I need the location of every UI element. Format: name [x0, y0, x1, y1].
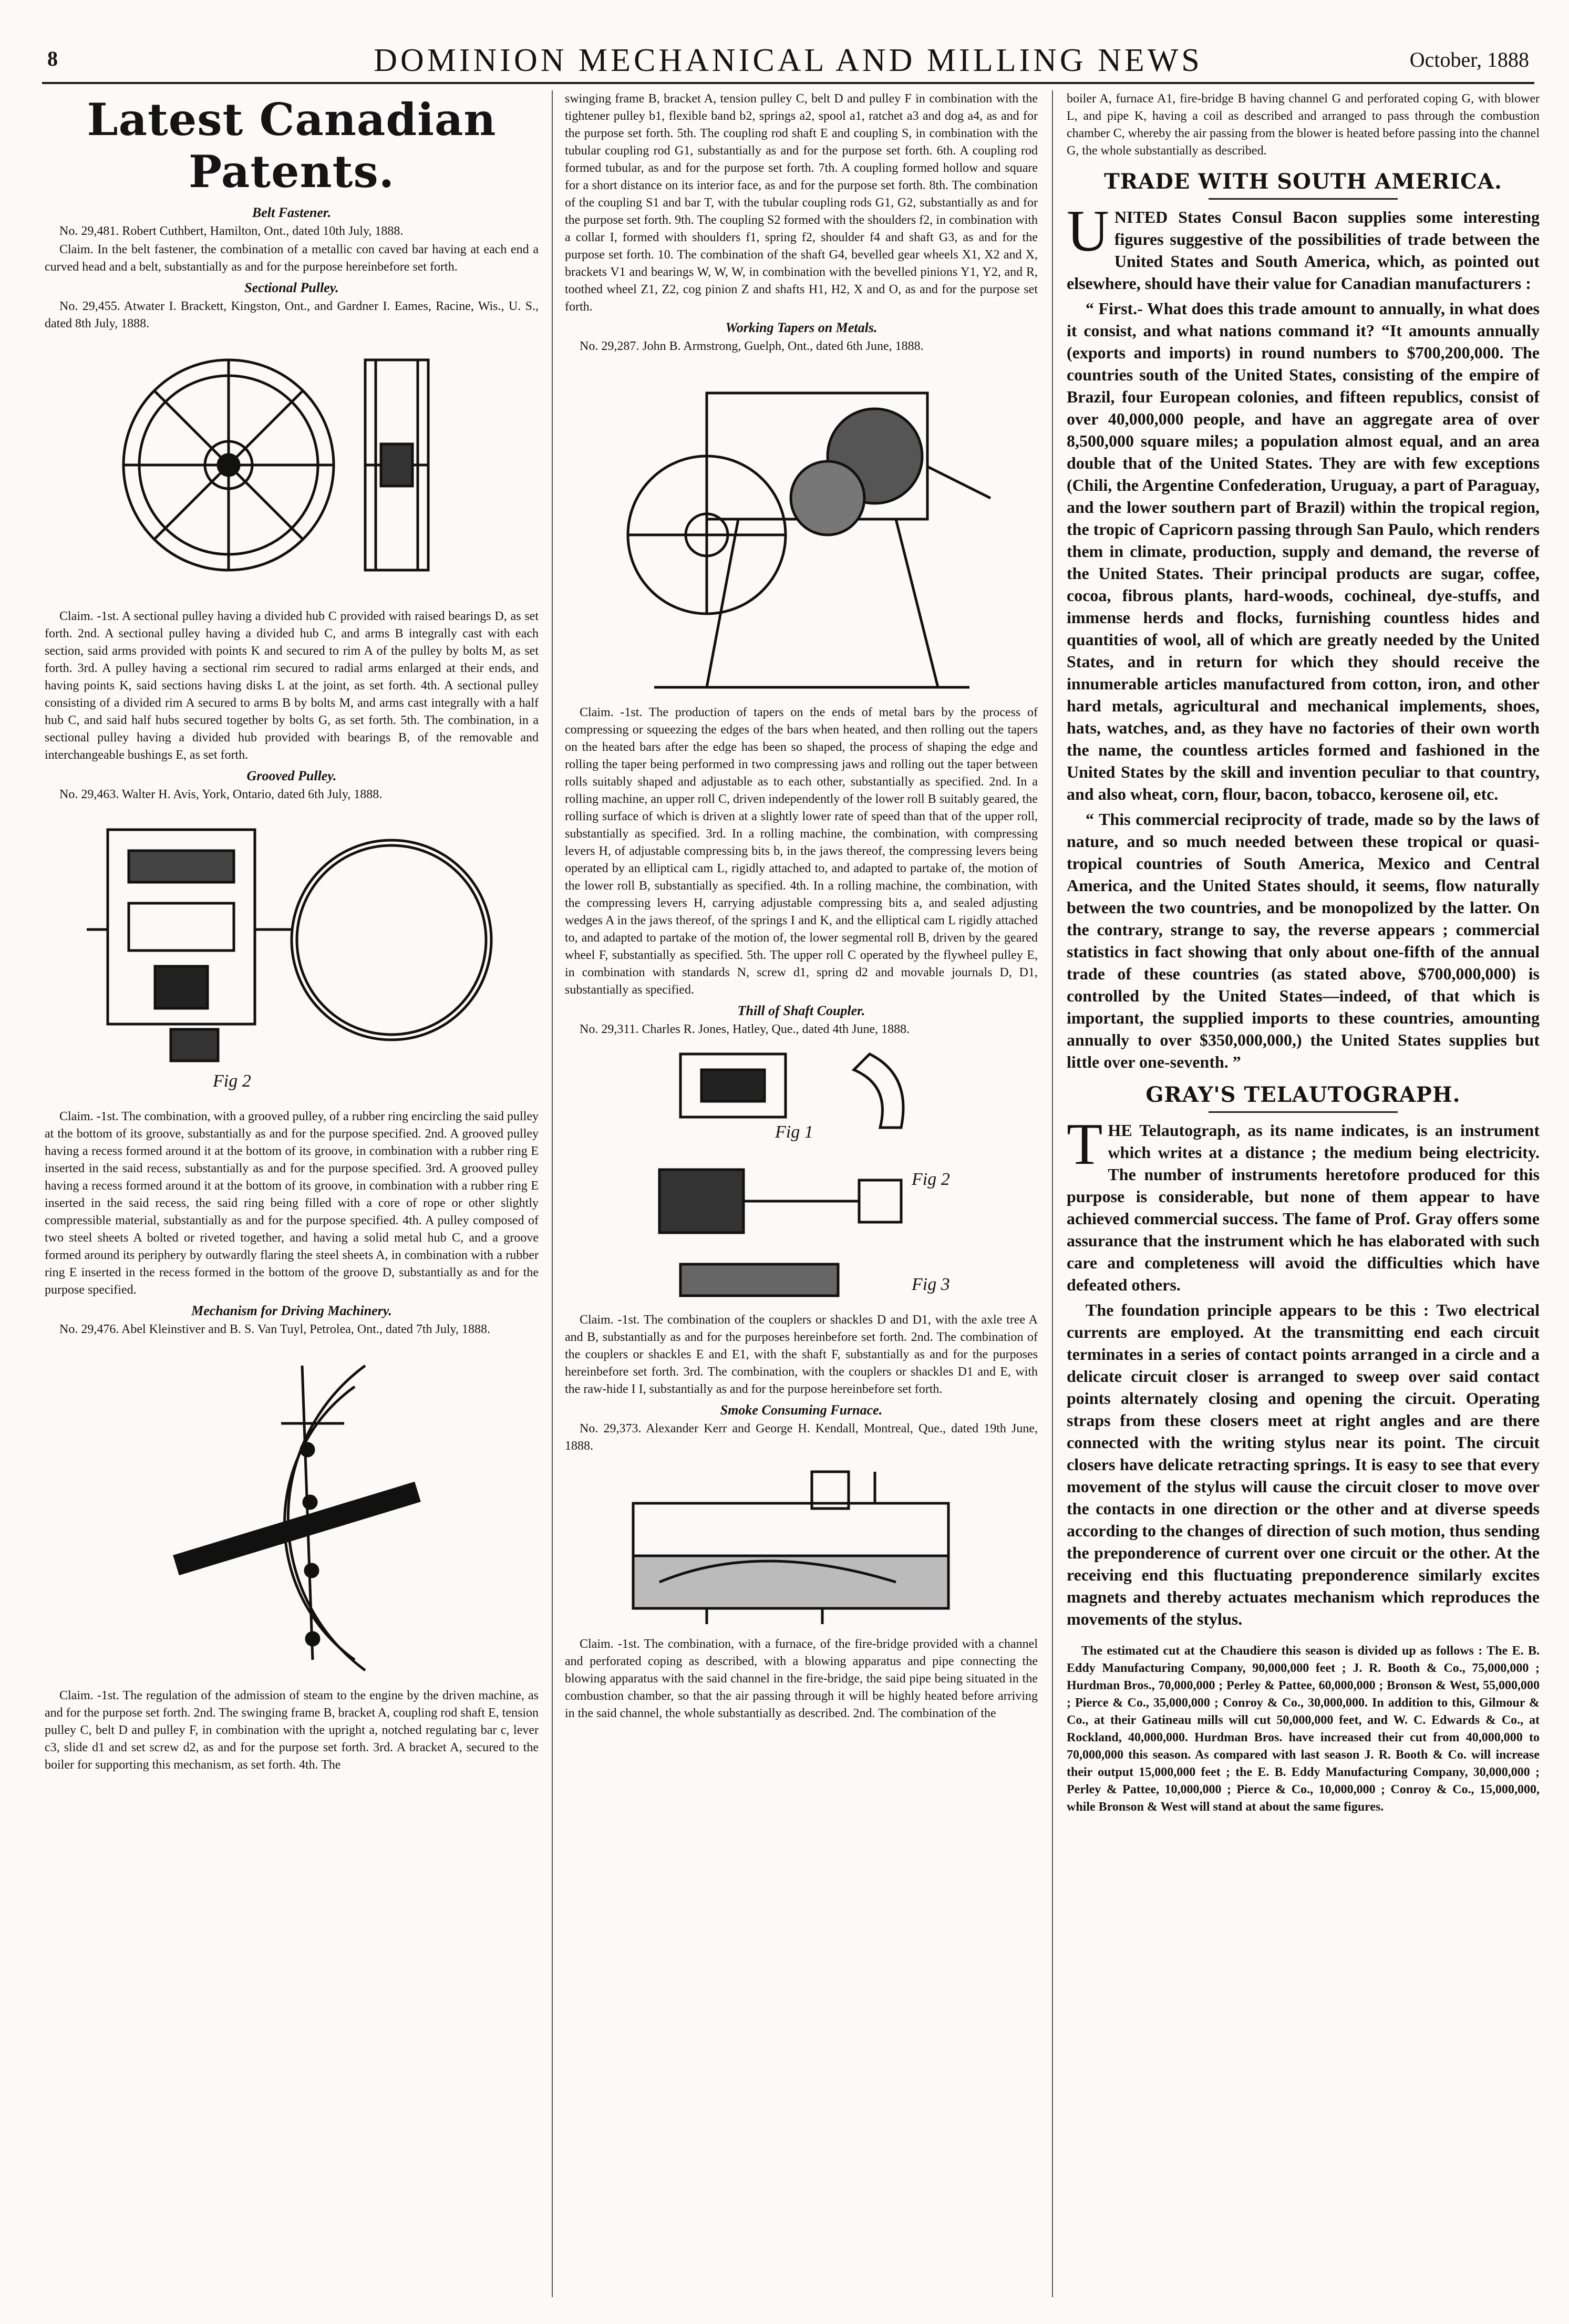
- patent-intro: No. 29,481. Robert Cuthbert, Hamilton, Ont., dated 10th July, 1888.: [59, 224, 404, 238]
- patent-claim: Claim. -1st. The production of tapers on the ends of metal bars by the process of compressing or squeezing the edges of the bars when heated, and then rolling out the tapers on the heated bars after the edge has been so shaped, the process of shaping the edge and rolling the taper being performed in two compressing jaws and rolling out the taper between rolls suitably shaped and adjustable as to each other, substantially as specified. 2nd. In a rolling machine, an upper roll C, driven independently of the lower roll B suitably geared, the rolling surface of which is driven at a slightly lower rate of speed than that of the upper roll, substantially as specified. 3rd. In a rolling machine, the combination, with compressing levers H, of adjustable compressing bits b, in the jaws thereof, the compressing levers being operated by an elliptical cam L, rigidly attached to, and adapted to partake of, the motion of the lower roll B, substantially as specified. 4th. In a rolling machine, the combination, with the compressing levers H, carrying adjustable compressing bits a, and sealed adjusting wedges A in the jaws thereof, of the springs I and K, and the elliptical cam L rigidly attached to, and adapted to partake of the motion of, the lower segmental roll B, driven by the geared wheel F, substantially as specified. 5th. The upper roll C operated by the flywheel pulley E, in combination with standards N, screw d1, spring d2 and movable journals D, D1, substantially as specified.: [565, 706, 1038, 997]
- patent-intro: No. 29,463. Walter H. Avis, York, Ontario, dated 6th July, 1888.: [59, 788, 383, 801]
- shaft-coupler-figure: [617, 1044, 985, 1306]
- drop-cap: U: [1067, 199, 1109, 264]
- figure-label: Fig 3: [912, 1275, 950, 1294]
- patent-claim: Claim. -1st. The regulation of the admission of steam to the engine by the driven machine, as and for the purpose set forth. 2nd. The swinging frame B, bracket A, coupling rod shaft E, tension pulley C, belt D and pulley F, in combination with the upright a, notched regulating bar c, lever c3, slide d1 and set screw d2, as and for the purpose set forth. 3rd. A bracket A, secured to the boiler for supporting this mechanism, as set forth. 4th. The: [45, 1689, 539, 1772]
- publication-title: DOMINION MECHANICAL AND MILLING NEWS: [374, 43, 1203, 78]
- patent-heading: Thill of Shaft Coupler.: [737, 1003, 865, 1018]
- section-title: GRAY'S TELAUTOGRAPH.: [1067, 1082, 1540, 1113]
- article-paragraph: [1067, 1112, 1540, 1296]
- patents-column: [45, 90, 539, 2310]
- article-paragraph: [1067, 199, 1540, 294]
- right-column: [1067, 90, 1540, 2310]
- driving-machinery-figure: [144, 1345, 439, 1681]
- article-paragraph: “ This commercial reciprocity of trade, made so by the laws of nature, and so much needed between these tropical or quasi-tropical countries of South America, Mexico and Central America, and the United States should, it seems, flow naturally between the two countries, and be monopolized by the latter. On the contrary, strange to say, the reverse appears ; commercial statistics in fact showing that only about one-fifth of the annual trade of these countries (as stated above, $700,000,000) is controlled by the United States—indeed, of that which is important, the supplied imports to these countries, amounting annually to over $350,000,000,) the United States supplies but little over one-seventh. ”: [1067, 810, 1540, 1071]
- masthead: [42, 40, 1534, 84]
- patent-intro: No. 29,311. Charles R. Jones, Hatley, Que., dated 4th June, 1888.: [580, 1022, 910, 1036]
- patent-claim: Claim. In the belt fastener, the combination of a metallic con caved bar having at each end a curved head and a belt, substantially as and for the purpose hereinbefore set forth.: [45, 243, 539, 274]
- sectional-pulley-figure: [108, 339, 476, 602]
- patent-intro: No. 29,373. Alexander Kerr and George H. Kendall, Montreal, Que., dated 19th June, 1888.: [565, 1422, 1038, 1453]
- continued-text: swinging frame B, bracket A, tension pulley C, belt D and pulley F in combination with the tightener pulley b1, flexible band b2, springs a2, spool a1, ratchet a3 and dog a4, as and for the purpose set forth. 5th. The coupling rod shaft E and coupling S, in combination with the tubular coupling rod G1, substantially as and for the purpose set forth. 6th. A coupling rod formed tubular, as and for the purpose set forth. 7th. A coupling formed hollow and square for a short distance on its interior face, as and for the purpose set forth. 8th. The combination of the coupling S1 and bar T, with the tubular coupling rods G1, G2, substantially as and for the purpose set forth. 9th. The coupling S2 formed with the shoulders f2, in combination with a collar I, formed with shoulders f1, spring f2, shoulder f4 and shaft G3, as and for the purpose set forth. 10. The combination of the shaft G4, bevelled gear wheels X1, X2 and X, brackets V1 and bearings W, W, W, in combination with the bevelled pinions Y1, Y2, and R, toothed wheel Z1, Z2, cog pinion Z and shafts H1, H2, X and O, as and for the purpose set forth.: [565, 92, 1038, 314]
- patent-heading: Belt Fastener.: [252, 205, 332, 220]
- figure-label: Fig 2: [912, 1170, 950, 1189]
- column-divider: [552, 90, 553, 2297]
- patent-claim: Claim. -1st. A sectional pulley having a divided hub C provided with raised bearings D, as set forth. 2nd. A sectional pulley having a divided hub C, and arms B integrally cast with each section, said arms provided with points K and secured to rim A of the pulley by bolts M, as set forth. 3rd. A pulley having a sectional rim secured to radial arms enlarged at their ends, and having points K, said sections having disks L at the joint, as set forth. 4th. A sectional pulley consisting of a divided rim A secured to arms B by bolts M, and arms cast integrally with a half hub C, and said half hubs secured together by bolts G, as set forth. 5th. The combination, in a sectional pulley having a divided hub provided with bearings B, of the removable and interchangeable bushings E, as set forth.: [45, 610, 539, 762]
- patent-claim: Claim. -1st. The combination of the couplers or shackles D and D1, with the axle tree A and B, substantially as and for the purposes hereinbefore set forth. 2nd. The combination of the couplers or shackles E and E1, with the shaft F, substantially as and for the purposes hereinbefore set forth. 3rd. The combination, with the couplers or shackles D1 and E, with the raw-hide I I, substantially as and for the purpose hereinbefore set forth.: [565, 1313, 1038, 1396]
- patent-intro: No. 29,476. Abel Kleinstiver and B. S. Van Tuyl, Petrolea, Ont., dated 7th July, 1888.: [59, 1323, 490, 1336]
- patent-claim: Claim. -1st. The combination, with a furnace, of the fire-bridge provided with a channel and perforated coping as described, with a blowing apparatus and pipe connecting the blowing apparatus with the said channel in the fire-bridge, the said pipe being situated in the combustion chamber, so that the air passing through it will be highly heated before arriving in the said channel, the whole substantially as described. 2nd. The combination of the: [565, 1637, 1038, 1720]
- figure-label: Fig 2: [213, 1071, 251, 1091]
- issue-date: October, 1888: [1409, 48, 1529, 71]
- drop-cap: T: [1067, 1112, 1103, 1177]
- patent-heading: Smoke Consuming Furnace.: [720, 1402, 883, 1418]
- article-text: NITED States Consul Bacon supplies some interesting figures suggestive of the possibilities of trade between the United States and South America, which, as pointed out elsewhere, should have their value for Canadian manufacturers :: [1067, 208, 1540, 293]
- page-number: 8: [47, 47, 58, 70]
- smoke-furnace-figure: [602, 1461, 1001, 1629]
- article-text: HE Telautograph, as its name indicates, is an instrument which writes at a distance ; the medium being electricity. The number of instruments heretofore produced for this purpose is considerable, but none of them appear to have achieved commercial success. The fame of Prof. Gray offers some assurance that the instrument which he has elaborated with such care and completeness will avoid the difficulties which have defeated others.: [1067, 1121, 1540, 1294]
- patent-intro: No. 29,287. John B. Armstrong, Guelph, Ont., dated 6th June, 1888.: [580, 339, 924, 353]
- grooved-pulley-drawing: [76, 809, 507, 1103]
- column-title: Latest Canadian Patents.: [87, 94, 497, 198]
- patent-claim: Claim. -1st. The combination, with a grooved pulley, of a rubber ring encircling the said pulley at the bottom of its groove, substantially as and for the purpose specified. 2nd. A grooved pulley having a recess formed around it at the bottom of its groove, in combination with a rubber ring E inserted in the said recess, substantially as and for the purpose specified. 3rd. A grooved pulley having a recess formed around it at the bottom of its groove, in combination with a rubber ring E inserted in the said recess, the said ring being filled with a core of rope or other slightly compressible material, substantially as and for the purpose specified. 4th. A pulley composed of two steel sheets A bolted or riveted together, and having a solid metal hub C, and a groove formed around its periphery by outwardly flaring the steel sheets A, in combination with a rubber ring E inserted in the recess formed in the bottom of the groove D, substantially as and for the purpose specified.: [45, 1110, 539, 1297]
- article-paragraph: The foundation principle appears to be this : Two electrical currents are employed. At the transmitting end each circuit terminates in a series of contact points arranged in a circle and a delicate circuit closer is arranged to sweep over said contact points alternately closing and opening the circuit. Operating straps from these closers meet at right angles and are there connected with the writing stylus near its point. The circuit closers have delicate retracting springs. It is easy to see that every movement of the stylus will cause the circuit closer to move over the contacts in one direction or the other and at diverse speeds according to the changes of direction of such motion, thus sending the preponderence of current over one circuit or the other. At the receiving end this fluctuating preponderence similarly excites magnets and thereby actuates mechanism which reproduces the movements of the stylus.: [1067, 1300, 1540, 1628]
- patent-intro: No. 29,455. Atwater I. Brackett, Kingston, Ont., and Gardner I. Eames, Racine, Wis., U. S., dated 8th July, 1888.: [45, 299, 539, 330]
- patent-heading: Mechanism for Driving Machinery.: [191, 1303, 392, 1318]
- rolling-machine-figure: [602, 361, 1001, 698]
- column-divider: [1052, 90, 1053, 2297]
- article-paragraph: “ First.- What does this trade amount to annually, in what does it consist, and what nations command it? “It amounts annually (exports and imports) in round numbers to $700,200,000. The countries south of the United States, consisting of the empire of Brazil, four European colonies, and fifteen republics, consist of over 40,000,000 people, and have an aggregate area of over 8,500,000 square miles; a population almost equal, and an area double that of the United States. They are with few exceptions (Chili, the Argentine Confederation, Uruguay, a part of Paraguay, and the lower southern part of Brazil) within the tropical region, the tropic of Capricorn passing through San Paulo, which renders them in climate, production, supply and demand, the reverse of the United States. Their principal products are sugar, coffee, cocoa, fibrous plants, hard-woods, cochineal, dye-stuffs, and immense herds and flocks, furnishing countless hides and quantities of wool, all of which are greatly needed by the United States, and in return for which they should receive the innumerable articles manufactured from cotton, iron, and other hard metals, agricultural and mechanical implements, shoes, hats, watches, and, as they have no factories of their own worth the name, the countless articles formed and fashioned in the United States by the skill and invention peculiar to that country, and also wheat, corn, flour, bacon, tobacco, kerosene oil, etc.: [1067, 299, 1540, 803]
- section-title: TRADE WITH SOUTH AMERICA.: [1067, 169, 1540, 200]
- patent-heading: Working Tapers on Metals.: [725, 320, 878, 335]
- middle-column: [565, 90, 1038, 2310]
- figure-label: Fig 1: [775, 1122, 813, 1142]
- continued-text: boiler A, furnace A1, fire-bridge B having channel G and perforated coping G, with blower L, and pipe K, having a coil as described and arranged to pass through the combustion chamber C, whereby the air passing from the blower is heated before passing into the channel G, the whole substantially as described.: [1067, 92, 1540, 158]
- grooved-pulley-figure: [76, 809, 507, 1103]
- patent-heading: Grooved Pulley.: [246, 768, 337, 783]
- patent-heading: Sectional Pulley.: [244, 280, 339, 295]
- news-note: The estimated cut at the Chaudiere this season is divided up as follows : The E. B. Eddy Manufacturing Company, 90,000,000 feet ; J. R. Booth & Co., 75,000,000 ; Hurdman Bros., 70,000,000 ; Perley & Pattee, 60,000,000 ; Bronson & West, 55,000,000 ; Pierce & Co., 35,000,000 ; Conroy & Co., 30,000,000. In addition to this, Gilmour & Co., at their Gatineau mills will cut 50,000,000 feet, and W. C. Edwards & Co., at Rockland, 40,000,000. Hurdman Bros. have increased their cut from 40,000,000 to 70,000,000 this season. As compared with last season J. R. Booth & Co. will increase their output 15,000,000 feet ; the E. B. Eddy Manufacturing Company, 30,000,000 ; Perley & Pattee, 10,000,000 ; Pierce & Co., 10,000,000 ; Conroy & Co., 15,000,000, while Bronson & West will stand at about the same figures.: [1067, 1644, 1540, 1814]
